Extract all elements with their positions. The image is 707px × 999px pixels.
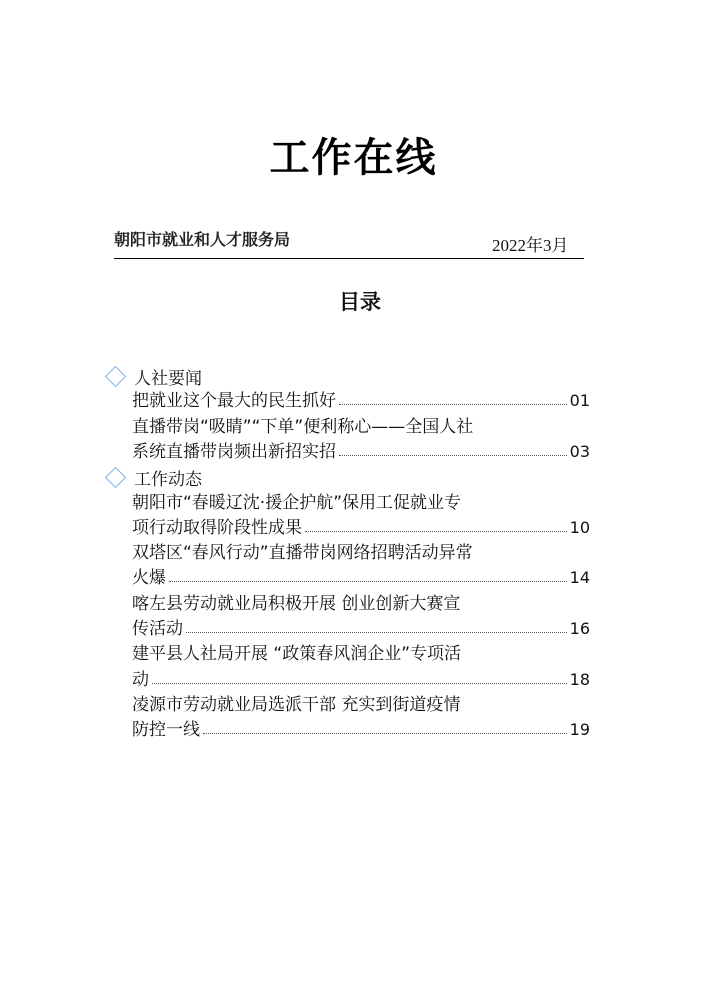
toc-section [103,364,202,388]
toc-entry[interactable] [132,389,590,413]
toc-page-number: 14 [569,568,590,588]
dot-leader [203,733,567,734]
diamond-bullet-icon [105,467,126,488]
dot-leader [152,683,567,684]
toc-entry-text[interactable]: 防控一线 [132,720,200,741]
diamond-bullet-icon [105,365,126,386]
toc-section [103,465,202,489]
publisher-name: 朝阳市就业和人才服务局 [114,230,291,249]
dot-leader [339,404,567,405]
toc-entry-text[interactable]: 喀左县劳动就业局积极开展 创业创新大赛宣 [132,593,461,614]
toc-page-number: 10 [569,517,590,537]
issue-date: 2022年3月 [492,236,569,255]
toc-entry-text[interactable]: 传活动 [132,619,183,639]
toc-entry-text[interactable]: 动 [132,669,149,690]
dot-leader [186,632,567,633]
toc-entry-text[interactable]: 凌源市劳动就业局选派干部 充实到街道疫情 [132,694,461,715]
toc-entry[interactable] [132,617,590,641]
dot-leader [339,455,567,456]
toc-section-label: 人社要闻 [134,368,202,389]
document-title: 工作在线 [269,135,438,181]
toc-entry-text[interactable]: 直播带岗“吸睛”“下单”便利称心——全国人社 [132,416,474,437]
toc-entry-text[interactable]: 火爆 [132,568,166,589]
toc-entry[interactable] [132,668,590,692]
toc-page-number: 19 [569,720,590,740]
toc-heading: 目录 [339,290,381,314]
toc-entry-text[interactable]: 系统直播带岗频出新招实招 [132,441,336,462]
dot-leader [169,581,567,582]
toc-entry-text[interactable]: 双塔区“春风行动”直播带岗网络招聘活动异常 [132,543,473,564]
dot-leader [305,531,567,532]
toc-section-label: 工作动态 [134,469,202,490]
toc-entry[interactable] [132,516,590,540]
toc-page-number: 18 [569,669,590,689]
toc-entry-text[interactable]: 把就业这个最大的民生抓好 [132,391,336,412]
toc-entry-text[interactable]: 项行动取得阶段性成果 [132,517,302,538]
toc-entry[interactable] [132,566,590,590]
toc-page-number: 16 [569,619,590,638]
toc-entry[interactable] [132,440,590,464]
toc-page-number: 03 [569,441,590,461]
toc-entry[interactable] [132,718,590,742]
toc-page-number: 01 [569,391,590,411]
header-rule [114,258,584,259]
toc-entry-text[interactable]: 建平县人社局开展 “政策春风润企业”专项活 [132,644,462,665]
toc-entry-text[interactable]: 朝阳市“春暖辽沈·援企护航”保用工促就业专 [132,492,462,513]
